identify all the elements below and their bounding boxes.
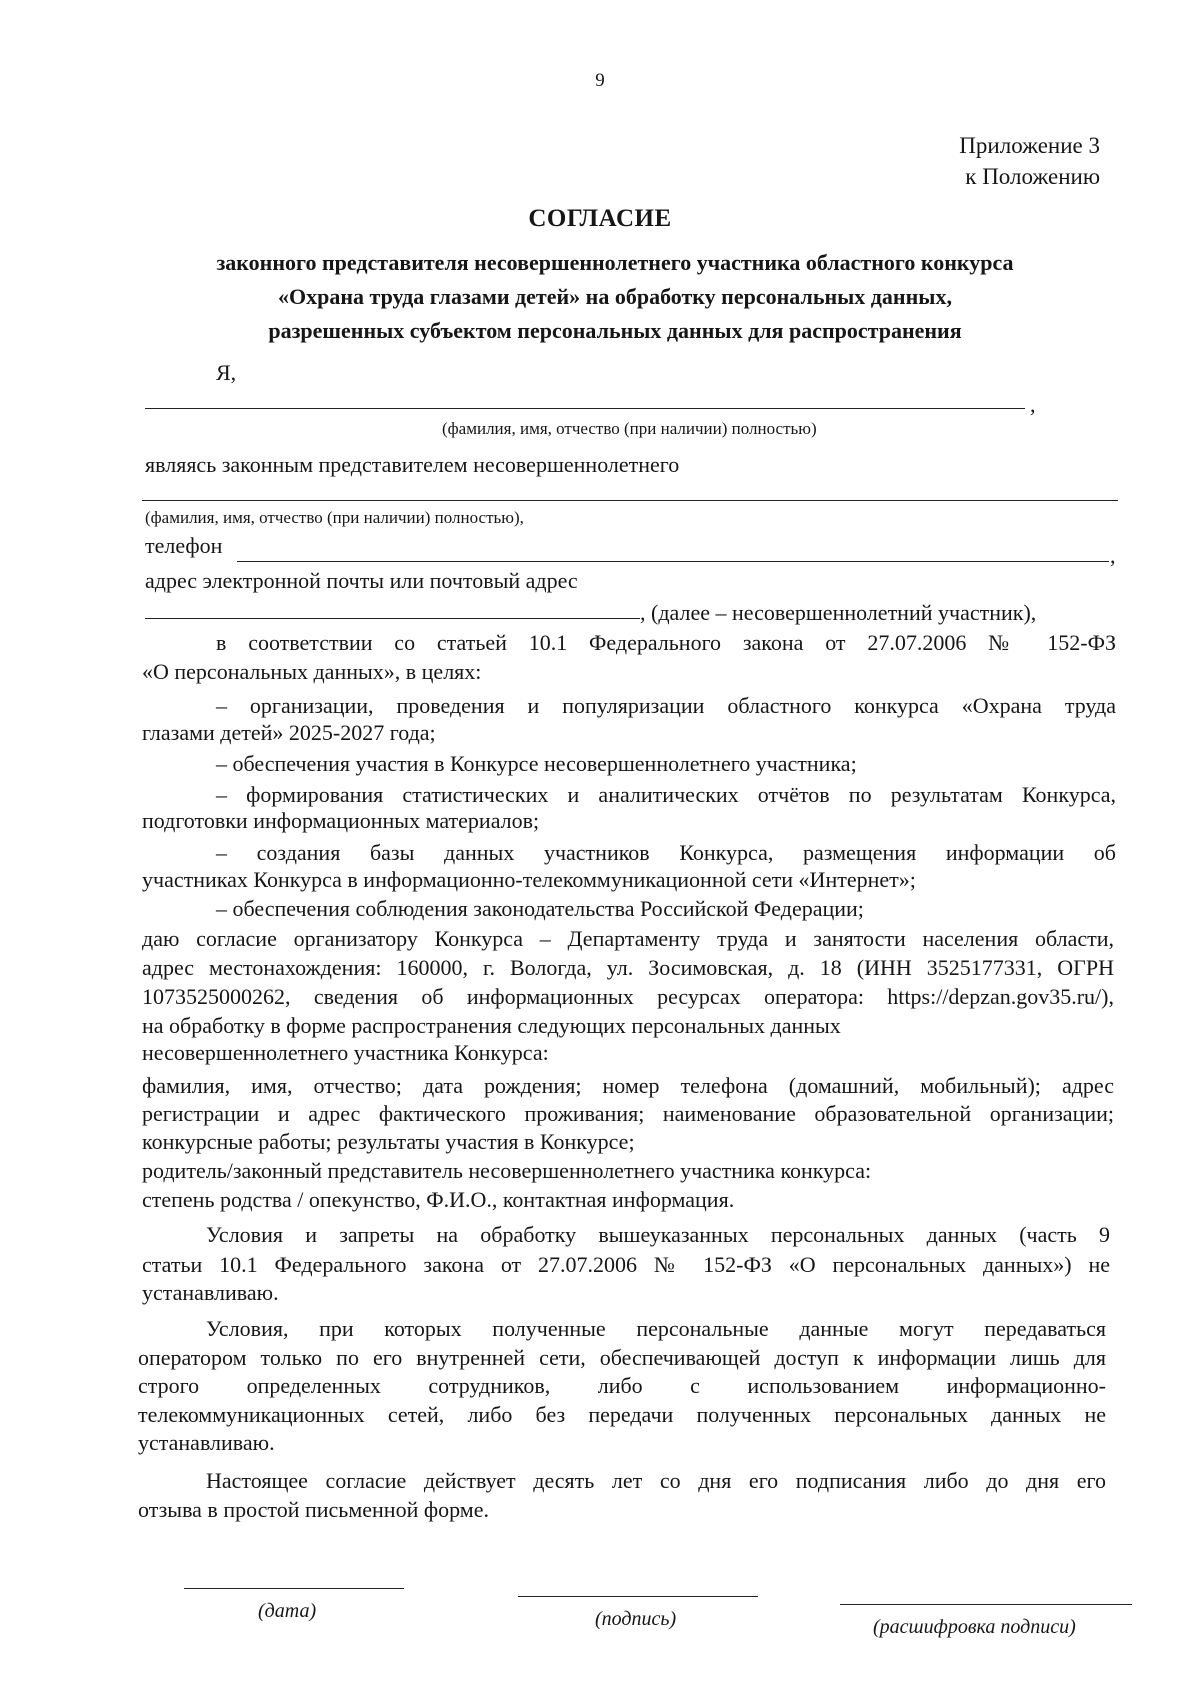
- body-line-8: – создания базы данных участников Конкурса, размещения информации об: [216, 840, 1116, 865]
- fio-representative-field[interactable]: [145, 408, 1025, 409]
- body-line-12: адрес местонахождения: 160000, г. Вологда, ул. Зосимовская, д. 18 (ИНН 3525177331, ОГРН: [142, 955, 1114, 980]
- body-line-17: регистрации и адрес фактического проживания; наименование образовательной организации;: [142, 1101, 1114, 1126]
- fio-minor-field[interactable]: [142, 500, 1118, 501]
- address-label: адрес электронной почты или почтовый адрес: [145, 568, 578, 593]
- phone-field[interactable]: [237, 561, 1109, 562]
- page-number: 9: [595, 70, 605, 91]
- appendix-line-2: к Положению: [965, 164, 1100, 189]
- body-line-1: в соответствии со статьей 10.1 Федерального закона от 27.07.2006 № 152-ФЗ: [216, 630, 1116, 655]
- subtitle-line-1: законного представителя несовершеннолетнего участника областного конкурса: [216, 250, 1014, 275]
- body-line-3: – организации, проведения и популяризации областного конкурса «Охрана труда: [216, 693, 1116, 718]
- address-field[interactable]: [145, 618, 640, 619]
- decoding-caption: (расшифровка подписи): [873, 1616, 1076, 1638]
- subtitle-line-2: «Охрана труда глазами детей» на обработку персональных данных,: [278, 284, 952, 309]
- phone-label: телефон: [145, 533, 223, 558]
- caption-fio-representative: (фамилия, имя, отчество (при наличии) полностью): [442, 419, 817, 438]
- body-line-18: конкурсные работы; результаты участия в Конкурсе;: [142, 1129, 635, 1154]
- document-subtitle: [150, 246, 1080, 348]
- date-field[interactable]: [184, 1588, 404, 1589]
- body-line-5: – обеспечения участия в Конкурсе несовершеннолетнего участника;: [216, 751, 857, 776]
- body-line-29: Настоящее согласие действует десять лет со дня его подписания либо до дня его: [206, 1468, 1106, 1493]
- appendix-reference: [959, 130, 1100, 192]
- body-line-27: телекоммуникационных сетей, либо без передачи полученных персональных данных не: [138, 1402, 1106, 1427]
- date-caption: (дата): [258, 1600, 317, 1622]
- signature-caption: (подпись): [595, 1608, 677, 1630]
- body-line-22: статьи 10.1 Федерального закона от 27.07.2006 № 152-ФЗ «О персональных данных») не: [142, 1252, 1110, 1277]
- i-label: Я,: [216, 360, 237, 385]
- decoding-field[interactable]: [840, 1604, 1132, 1605]
- body-line-14: на обработку в форме распространения следующих персональных данных: [142, 1013, 841, 1038]
- body-line-6: – формирования статистических и аналитических отчётов по результатам Конкурса,: [216, 782, 1116, 807]
- body-line-16: фамилия, имя, отчество; дата рождения; номер телефона (домашний, мобильный); адрес: [142, 1073, 1114, 1098]
- body-line-24: Условия, при которых полученные персональные данные могут передаваться: [206, 1316, 1106, 1341]
- document-title: СОГЛАСИЕ: [528, 205, 672, 232]
- body-line-25: оператором только по его внутренней сети, обеспечивающей доступ к информации лишь для: [138, 1345, 1106, 1370]
- body-line-10: – обеспечения соблюдения законодательства Российской Федерации;: [216, 896, 864, 921]
- body-line-26: строго определенных сотрудников, либо с использованием информационно-: [138, 1373, 1106, 1398]
- body-line-28: устанавливаю.: [138, 1430, 275, 1455]
- body-line-30: отзыва в простой письменной форме.: [138, 1497, 489, 1522]
- body-line-15: несовершеннолетнего участника Конкурса:: [142, 1040, 549, 1065]
- body-line-20: степень родства / опекунство, Ф.И.О., контактная информация.: [142, 1187, 735, 1212]
- comma-1: ,: [1030, 392, 1036, 417]
- body-line-7: подготовки информационных материалов;: [142, 808, 540, 833]
- body-line-2: «О персональных данных», в целях:: [142, 659, 482, 684]
- appendix-line-1: Приложение 3: [959, 133, 1100, 158]
- subtitle-line-3: разрешенных субъектом персональных данных для распространения: [268, 318, 962, 343]
- representative-label: являясь законным представителем несовершеннолетнего: [145, 452, 680, 477]
- comma-2: ,: [1110, 543, 1116, 568]
- hereinafter-text: , (далее – несовершеннолетний участник),: [640, 600, 1037, 625]
- body-line-13: 1073525000262, сведения об информационных ресурсах оператора: https://depzan.gov35.ru/),: [142, 984, 1114, 1009]
- body-line-9: участниках Конкурса в информационно-телекоммуникационной сети «Интернет»;: [142, 867, 916, 892]
- body-line-19: родитель/законный представитель несовершеннолетнего участника конкурса:: [142, 1158, 872, 1183]
- signature-field[interactable]: [518, 1596, 758, 1597]
- caption-fio-minor: (фамилия, имя, отчество (при наличии) полностью),: [145, 508, 524, 527]
- body-line-4: глазами детей» 2025-2027 года;: [142, 720, 436, 745]
- body-line-21: Условия и запреты на обработку вышеуказанных персональных данных (часть 9: [206, 1222, 1110, 1247]
- body-line-23: устанавливаю.: [142, 1280, 279, 1305]
- body-line-11: даю согласие организатору Конкурса – Департаменту труда и занятости населения области,: [142, 926, 1114, 951]
